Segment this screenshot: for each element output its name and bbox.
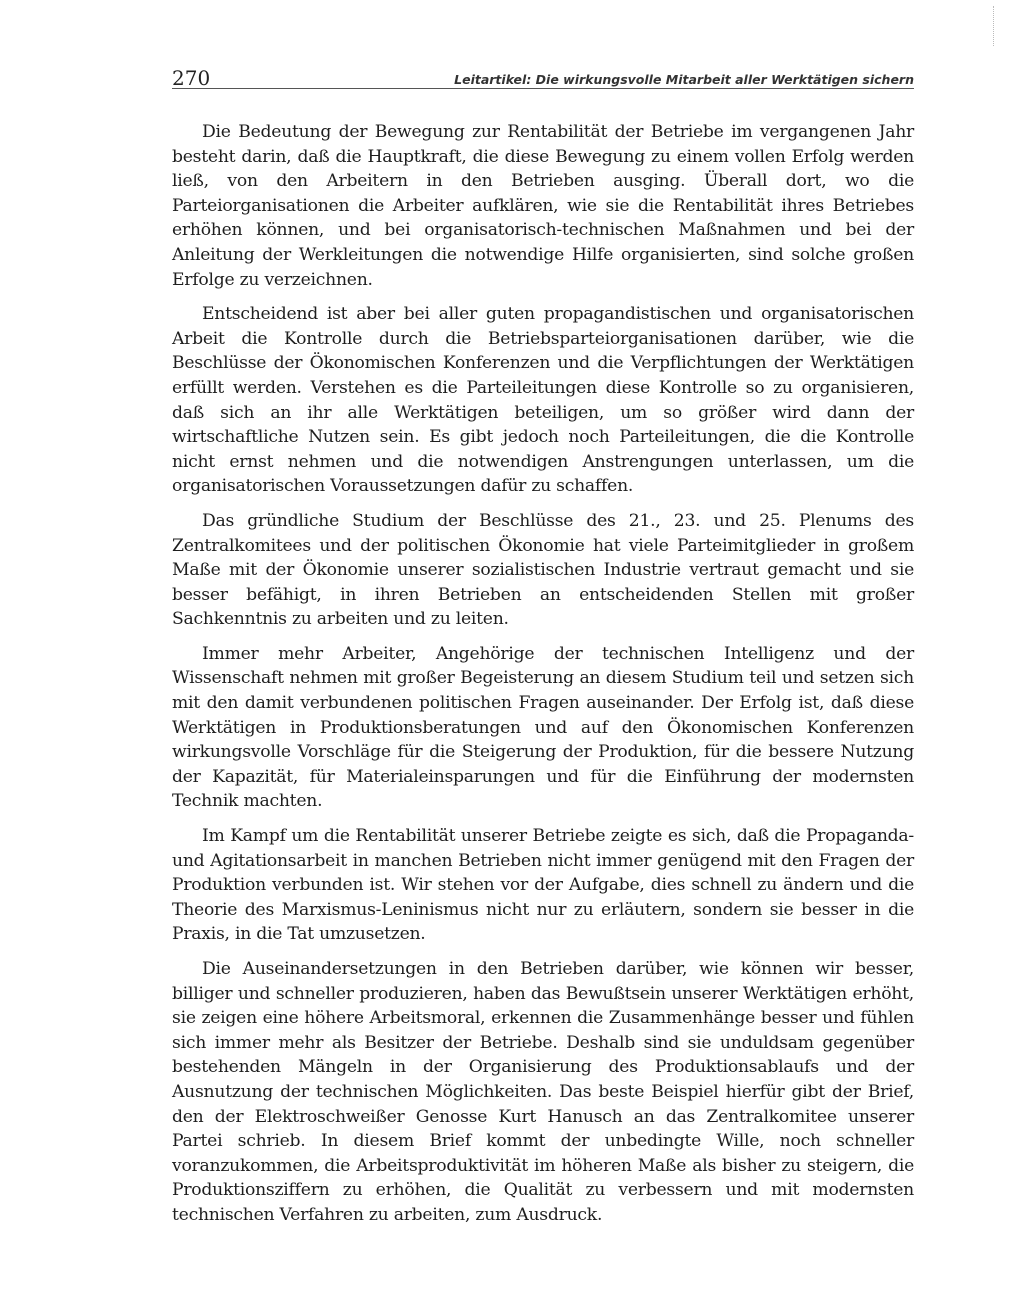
running-title: Leitartikel: Die wirkungsvolle Mitarbeit aller Werktätigen sichern bbox=[454, 72, 914, 87]
margin-scan-mark bbox=[993, 6, 996, 46]
paragraph: Entscheidend ist aber bei aller guten propagandistischen und organisatorischen Arbeit die Kontrolle durch die Betriebsparteiorganisationen darüber, wie die Beschlüsse der Ökonomischen Konferenzen und die Verpflichtungen der Werktätigen erfüllt werden. Verstehen es die Parteileitungen diese Kontrolle so zu organisieren, daß sich an ihr alle Werktätigen beteiligen, um so größer wird dann der wirtschaftliche Nutzen sein. Es gibt jedoch noch Parteileitungen, die die Kontrolle nicht ernst nehmen und die notwendigen Anstrengungen unterlassen, um die organisatorischen Voraussetzungen dafür zu schaffen. bbox=[172, 304, 914, 497]
paragraph: Das gründliche Studium der Beschlüsse des 21., 23. und 25. Plenums des Zentralkomitees und der politischen Ökonomie hat viele Parteimitglieder in großem Maße mit der Ökonomie unserer sozialistischen Industrie vertraut gemacht und sie besser befähigt, in ihren Betrieben an entscheidenden Stellen mit großer Sachkenntnis zu arbeiten und zu leiten. bbox=[172, 510, 914, 630]
paragraph: Die Bedeutung der Bewegung zur Rentabilität der Betriebe im vergangenen Jahr besteht darin, daß die Hauptkraft, die diese Bewegung zu einem vollen Erfolg werden ließ, von den Arbeitern in den Betrieben ausging. Überall dort, wo die Parteiorganisationen die Arbeiter aufklären, wie sie die Rentabilität ihres Betriebes erhöhen können, und bei organisatorisch-technischen Maßnahmen und bei der Anleitung der Werkleitungen die notwendige Hilfe organisierten, sind solche großen Erfolge zu verzeichnen. bbox=[172, 122, 914, 290]
page-header bbox=[172, 62, 914, 92]
paragraph: Immer mehr Arbeiter, Angehörige der technischen Intelligenz und der Wissenschaft nehmen mit großer Begeisterung an diesem Studium teil und setzen sich mit den damit verbundenen politischen Fragen auseinander. Der Erfolg ist, daß diese Werktätigen in Produktionsberatungen und auf den Ökonomischen Konferenzen wirkungsvolle Vorschläge für die Steigerung der Produktion, für die bessere Nutzung der Kapazität, für Materialeinsparungen und für die Einführung der modernsten Technik machten. bbox=[172, 643, 914, 812]
paragraph: Die Auseinandersetzungen in den Betrieben darüber, wie können wir besser, billiger und schneller produzieren, haben das Bewußtsein unserer Werktätigen erhöht, sie zeigen eine höhere Arbeitsmoral, erkennen die Zusammenhänge besser und fühlen sich immer mehr als Besitzer der Betriebe. Deshalb sind sie unduldsam gegenüber bestehenden Mängeln in der Organisierung des Produktionsablaufs und der Ausnutzung der technischen Möglichkeiten. Das beste Beispiel hierfür gibt der Brief, den der Elektroschweißer Genosse Kurt Hanusch an das Zentralkomitee unserer Partei schrieb. In diesem Brief kommt der unbedingte Wille, noch schneller voranzukommen, die Arbeitsproduktivität im höheren Maße als bisher zu steigern, die Produktionsziffern zu erhöhen, die Qualität zu verbessern und mit modernsten technischen Verfahren zu arbeiten, zum Ausdruck. bbox=[172, 959, 914, 1225]
paragraph: Im Kampf um die Rentabilität unserer Betriebe zeigte es sich, daß die Propaganda- und Agitationsarbeit in manchen Betrieben nicht immer genügend mit den Fragen der Produktion verbunden ist. Wir stehen vor der Aufgabe, dies schnell zu ändern und die Theorie des Marxismus-Leninismus nicht nur zu erläutern, sondern sie besser in die Praxis, in die Tat umzusetzen. bbox=[172, 826, 914, 945]
header-rule bbox=[172, 88, 914, 89]
page-number: 270 bbox=[172, 66, 211, 90]
article-body bbox=[172, 120, 914, 1238]
